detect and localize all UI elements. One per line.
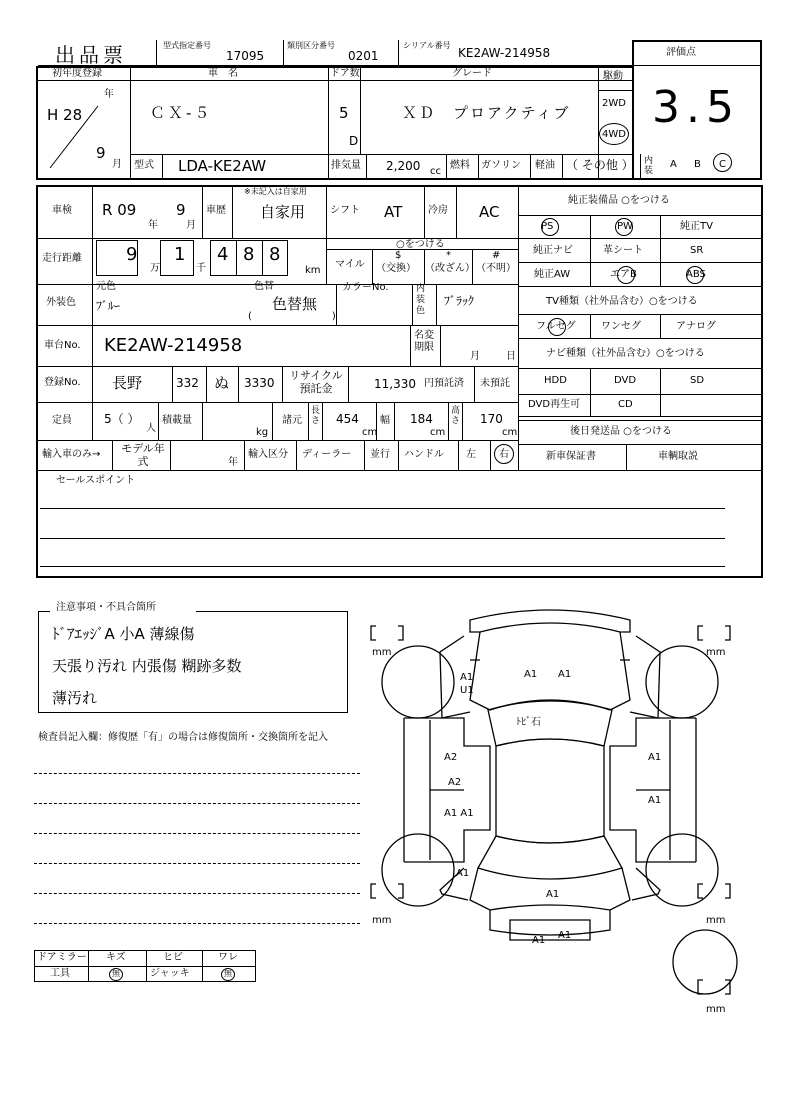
- capacity-label: 定員: [52, 415, 72, 426]
- displacement-label: 排気量: [331, 160, 361, 171]
- equip-ps: PS: [541, 221, 554, 232]
- mileage-label: 走行距離: [42, 253, 82, 264]
- mileage-exchange: （交換）: [376, 263, 416, 274]
- interior-label: 内装: [644, 156, 654, 176]
- month-suffix: 月: [112, 159, 122, 170]
- width-label: 幅: [380, 415, 390, 426]
- recycle-unpaid: 未預託: [480, 378, 510, 389]
- navi-sd: SD: [690, 375, 705, 386]
- mileage-unit-sen: 千: [196, 263, 206, 274]
- equip-pw: PW: [617, 221, 633, 232]
- height-unit: cm: [502, 427, 518, 438]
- reg-number: 3330: [244, 376, 275, 390]
- color-label: 外装色: [46, 297, 76, 308]
- model-year-unit: 年: [228, 457, 238, 468]
- note-line-3: 薄汚れ: [52, 689, 98, 707]
- equip-abs-circle: [686, 266, 704, 284]
- inspection-label: 車検: [52, 205, 72, 216]
- equip-aw: 純正AW: [534, 269, 571, 280]
- repaint: 色替無: [272, 295, 318, 313]
- fuel-label: 燃料: [450, 160, 470, 171]
- damage-mark-fender: A1: [460, 672, 474, 683]
- handle-left: 左: [466, 449, 476, 460]
- interior-c-circle: [713, 153, 732, 172]
- mileage-digit-3: 4: [217, 244, 229, 265]
- doors-label: ドア数: [330, 68, 360, 79]
- parts-jack-circle: [221, 968, 235, 981]
- history-label: 車歴: [206, 205, 226, 216]
- car-diagram: [360, 600, 770, 1020]
- import-label: 輸入車のみ→: [42, 449, 101, 460]
- mileage-unknown-sym: #: [492, 250, 501, 261]
- height: 170: [480, 412, 503, 426]
- navi-hdd: HDD: [544, 375, 567, 386]
- equip-leather: 革シート: [603, 245, 643, 256]
- door-count: 5: [339, 104, 349, 122]
- mm-label-fl: mm: [372, 647, 392, 658]
- inspection-era: R 09: [102, 201, 137, 219]
- chassis-label: 車台No.: [44, 340, 81, 351]
- mm-label-spare: mm: [706, 1004, 726, 1015]
- import-parallel: 並行: [370, 449, 390, 460]
- serial-number: KE2AW-214958: [458, 46, 551, 60]
- tv-oneseg: ワンセグ: [601, 321, 641, 332]
- form-title: 出品票: [55, 43, 127, 67]
- first-reg-month: 9: [96, 144, 106, 162]
- grade: ＸＤ プロアクティブ: [402, 104, 571, 122]
- parts-jack: ジャッキ: [150, 968, 190, 979]
- mileage-mark-label: ○をつける: [396, 239, 445, 250]
- note-line-2: 天張り汚れ 内張傷 糊跡多数: [52, 657, 242, 675]
- mileage-unit-km: km: [305, 265, 321, 276]
- parts-tools: 工具: [50, 968, 70, 979]
- navi-dvd-play: DVD再生可: [528, 399, 581, 410]
- car-name-label: 車 名: [208, 68, 238, 79]
- class-label: 類別区分番号: [287, 41, 335, 50]
- damage-mark-right-front: A1: [648, 752, 662, 763]
- handle-right: 右: [499, 449, 509, 460]
- equip-sr: SR: [690, 245, 704, 256]
- title-month: 月: [470, 351, 480, 362]
- tv-fullseg: フルセグ: [536, 321, 576, 332]
- model-code-label: 型式指定番号: [163, 41, 211, 50]
- equip-pw-circle: [615, 218, 633, 236]
- inspection-month-suffix: 月: [186, 220, 196, 231]
- fuel-diesel: 軽油: [535, 160, 555, 171]
- equip-airbag: エアB: [610, 269, 637, 280]
- parts-tools-value: 無: [112, 969, 120, 978]
- interior-c: C: [719, 159, 726, 170]
- damage-mark-trunk: A1: [546, 889, 560, 900]
- tv-fullseg-circle: [548, 318, 566, 336]
- notes-label: 注意事項・不具合箇所: [56, 602, 156, 613]
- parts-break: ワレ: [218, 952, 238, 963]
- damage-mark-quarter: A1: [456, 868, 470, 879]
- interior-color-label: 内装色: [416, 284, 426, 316]
- front-left-tire-icon: [382, 646, 454, 718]
- equip-navi: 純正ナビ: [533, 245, 573, 256]
- recycle-paid: 円預託済: [424, 378, 464, 389]
- load-label: 積載量: [162, 415, 192, 426]
- drive-4wd-circle: [599, 123, 629, 145]
- damage-mark-bumper-2: A1: [558, 930, 572, 941]
- drive-4wd: 4WD: [602, 129, 626, 140]
- ac: AC: [479, 203, 500, 221]
- later-warranty: 新車保証書: [546, 451, 596, 462]
- note-line-1: ﾄﾞｱｴｯｼﾞA 小A 薄線傷: [52, 625, 195, 643]
- sales-point-label: セールスポイント: [56, 475, 136, 486]
- model-code: 17095: [226, 49, 265, 63]
- reg-class: 332: [176, 376, 199, 390]
- damage-mark-rear-door: A2: [448, 777, 462, 788]
- mileage-digit-1: 9: [126, 244, 138, 265]
- length-unit: cm: [362, 427, 378, 438]
- mileage-digit-2: 1: [174, 244, 186, 265]
- interior-a: A: [670, 159, 677, 170]
- damage-mark-front-door: A2: [444, 752, 458, 763]
- mileage-tamper-sym: *: [446, 250, 451, 261]
- recycle-amount: 11,330: [374, 377, 416, 391]
- score-value: 3.5: [652, 82, 740, 133]
- inspection-year-suffix: 年: [148, 220, 158, 231]
- dimension-label: 諸元: [282, 415, 302, 426]
- orig-color: ﾌﾞﾙｰ: [96, 299, 121, 313]
- orig-color-label: 元色: [96, 281, 116, 292]
- damage-mark-windshield: ﾄﾋﾞ石: [516, 717, 541, 728]
- mm-label-fr: mm: [706, 647, 726, 658]
- model: LDA-KE2AW: [178, 157, 267, 175]
- history-note: ※未記入は自家用: [244, 187, 307, 196]
- title-day: 日: [506, 351, 516, 362]
- door-type: D: [349, 134, 359, 148]
- later-manual: 車輌取説: [658, 451, 698, 462]
- reg-kana: ぬ: [214, 374, 230, 392]
- parts-crack: ヒビ: [163, 952, 183, 963]
- date-slash: [48, 104, 100, 170]
- year-suffix: 年: [104, 89, 114, 100]
- rear-right-tire-icon: [646, 834, 718, 906]
- navi-dvd: DVD: [614, 375, 637, 386]
- mileage-digit-5: 8: [269, 244, 281, 265]
- parts-jack-value: 無: [224, 969, 232, 978]
- navi-title: ナビ種類（社外品含む）○をつける: [546, 348, 705, 359]
- damage-mark-fender-u1: U1: [460, 685, 474, 696]
- width-unit: cm: [430, 427, 446, 438]
- title-change-label: 名変期限: [414, 330, 434, 353]
- damage-mark-hood-1: A1: [524, 669, 538, 680]
- displacement-unit: cc: [430, 166, 441, 177]
- mm-label-rr: mm: [706, 915, 726, 926]
- capacity-unit: 人: [146, 423, 156, 434]
- ac-label: 冷房: [428, 205, 448, 216]
- equip-abs: ABS: [686, 269, 706, 280]
- handle-label: ハンドル: [404, 449, 444, 460]
- drive-label: 駆動: [603, 71, 623, 82]
- class-code: 0201: [348, 49, 379, 63]
- equip-ps-circle: [541, 218, 559, 236]
- damage-mark-hood-2: A1: [558, 669, 572, 680]
- inspector-label: 検査員記入欄：修復歴「有」の場合は修復箇所・交換箇所を記入: [38, 732, 328, 743]
- tv-analog: アナログ: [676, 321, 716, 332]
- model-label: 型式: [134, 160, 154, 171]
- repaint-label: 色替: [254, 281, 274, 292]
- damage-mark-rear-door-2: A1 A1: [444, 808, 474, 819]
- length: 454: [336, 412, 359, 426]
- mileage-mile: マイル: [335, 259, 365, 270]
- shift: AT: [384, 203, 403, 221]
- handle-right-circle: [494, 444, 514, 464]
- rear-left-tire-icon: [382, 834, 454, 906]
- mileage-exchange-sym: $: [395, 250, 402, 261]
- car-name: ＣＸ-５: [150, 104, 213, 122]
- equip-airbag-circle: [617, 266, 635, 284]
- later-title: 後日発送品 ○をつける: [570, 426, 672, 437]
- first-reg-year: H 28: [47, 106, 83, 124]
- mileage-tamper: （改ざん）: [425, 263, 475, 274]
- fuel-other: （ その他 ）: [566, 158, 634, 172]
- capacity: 5（ ）: [104, 412, 140, 426]
- drive-2wd: 2WD: [602, 98, 626, 109]
- import-kind-label: 輸入区分: [248, 449, 288, 460]
- recycle-label: リサイクル預託金: [289, 369, 343, 395]
- equip-tv: 純正TV: [680, 221, 713, 232]
- chassis-number: KE2AW-214958: [104, 335, 243, 356]
- displacement: 2,200: [386, 159, 421, 173]
- grade-label: グレード: [452, 68, 492, 79]
- spare-tire-icon: [673, 930, 737, 994]
- registration-label: 登録No.: [44, 377, 81, 388]
- mm-label-rl: mm: [372, 915, 392, 926]
- repaint-paren: ( ): [248, 311, 336, 322]
- width: 184: [410, 412, 433, 426]
- length-label: 長さ: [311, 406, 321, 426]
- load-unit: kg: [256, 427, 269, 438]
- interior-b: B: [694, 159, 701, 170]
- navi-cd: CD: [618, 399, 633, 410]
- height-label: 高さ: [451, 406, 461, 426]
- mileage-unknown: （不明）: [476, 263, 516, 274]
- vehicle-history: 自家用: [260, 203, 306, 221]
- serial-label: シリアル番号: [403, 41, 451, 50]
- first-reg-label: 初年度登録: [52, 68, 102, 79]
- parts-mirror: ドアミラー: [37, 952, 87, 963]
- mileage-digit-4: 8: [243, 244, 255, 265]
- damage-mark-bumper-1: A1: [532, 935, 546, 946]
- color-no-label: カラーNo.: [342, 282, 389, 293]
- model-year-label: モデル年式: [121, 442, 165, 468]
- parts-scratch: キズ: [106, 952, 126, 963]
- parts-tools-circle: [109, 968, 123, 981]
- interior-color: ﾌﾞﾗｯｸ: [444, 294, 475, 308]
- import-dealer: ディーラー: [302, 449, 352, 460]
- damage-mark-right-rear: A1: [648, 795, 662, 806]
- reg-area: 長野: [112, 374, 143, 392]
- shift-label: シフト: [330, 205, 360, 216]
- tv-title: TV種類（社外品含む）○をつける: [546, 296, 698, 307]
- mileage-unit-man: 万: [150, 263, 160, 274]
- equipment-title: 純正装備品 ○をつける: [568, 195, 670, 206]
- fuel-gasoline: ガソリン: [481, 160, 521, 171]
- score-label: 評価点: [666, 47, 696, 58]
- inspection-month: 9: [176, 201, 186, 219]
